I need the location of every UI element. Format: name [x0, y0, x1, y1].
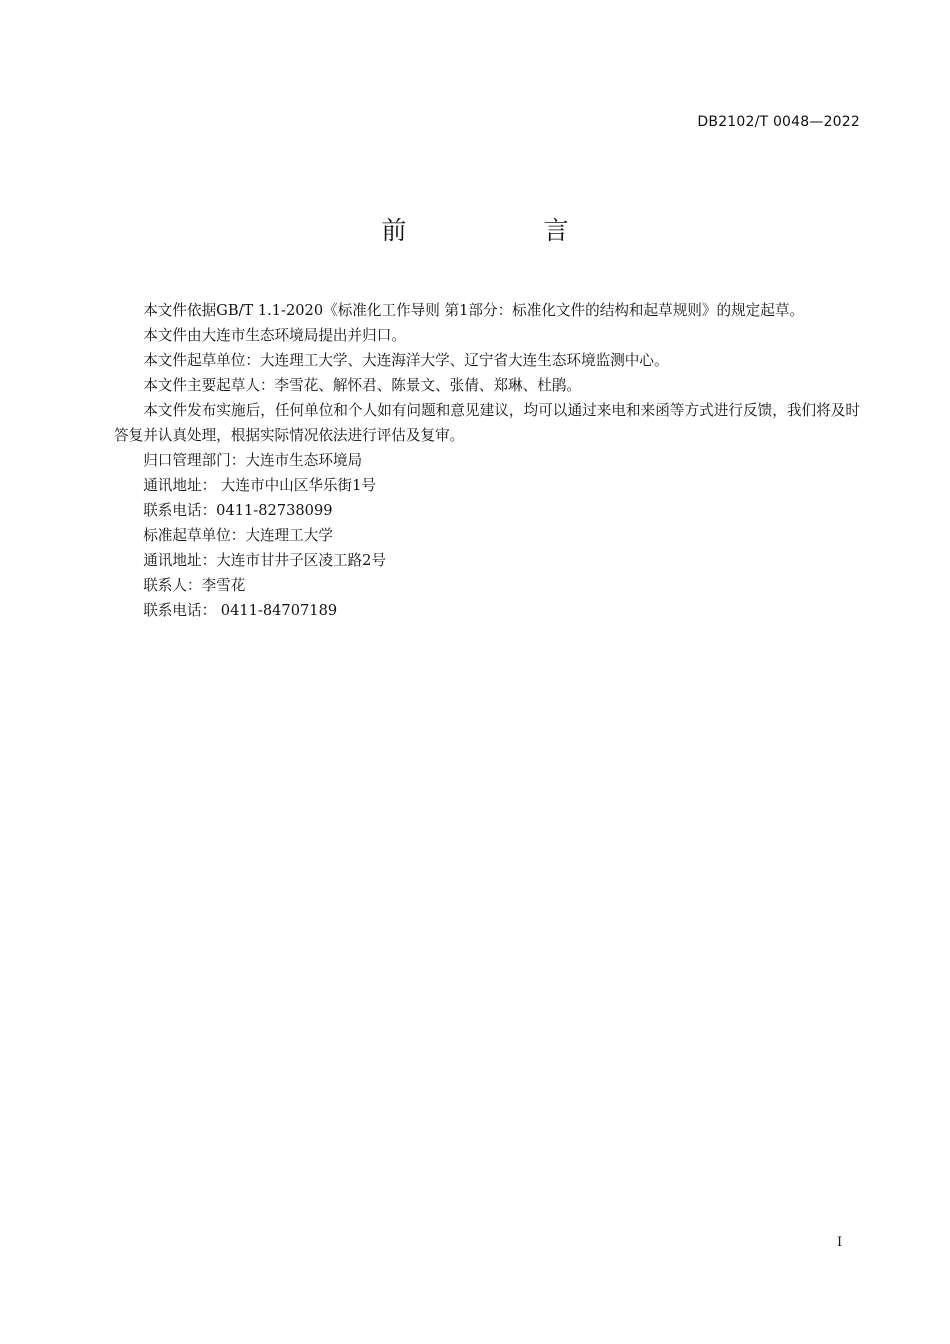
foreword-body: [114, 298, 860, 623]
paragraph-contact: 联系人：李雪花: [143, 577, 246, 594]
paragraph-proposer: 本文件由大连市生态环境局提出并归口。: [143, 327, 406, 344]
page-title: 前 言: [381, 216, 625, 245]
paragraph-drafting-units: 本文件起草单位：大连理工大学、大连海洋大学、辽宁省大连生态环境监测中心。: [143, 352, 669, 369]
paragraph-phone-1: 联系电话：0411-82738099: [143, 502, 333, 519]
paragraph-address-1: 通讯地址： 大连市中山区华乐街1号: [143, 477, 377, 494]
paragraph-phone-2: 联系电话： 0411-84707189: [143, 602, 338, 619]
document-code: DB2102/T 0048—2022: [697, 114, 860, 130]
paragraph-address-2: 通讯地址：大连市甘井子区凌工路2号: [143, 552, 386, 569]
paragraph-drafting-basis: 本文件依据GB/T 1.1-2020《标准化工作导则 第1部分：标准化文件的结构和起草规则》的规定起草。: [143, 302, 805, 319]
paragraph-management-dept: 归口管理部门：大连市生态环境局: [143, 452, 363, 469]
paragraph-feedback: 本文件发布实施后，任何单位和个人如有问题和意见建议，均可以通过来电和来函等方式进行反馈，我们将及时答复并认真处理，根据实际情况依法进行评估及复审。: [114, 402, 860, 444]
paragraph-drafting-unit: 标准起草单位：大连理工大学: [143, 527, 333, 544]
page-number: I: [837, 1235, 843, 1250]
paragraph-drafters: 本文件主要起草人：李雪花、解怀君、陈景文、张倩、郑琳、杜鹃。: [143, 377, 582, 394]
